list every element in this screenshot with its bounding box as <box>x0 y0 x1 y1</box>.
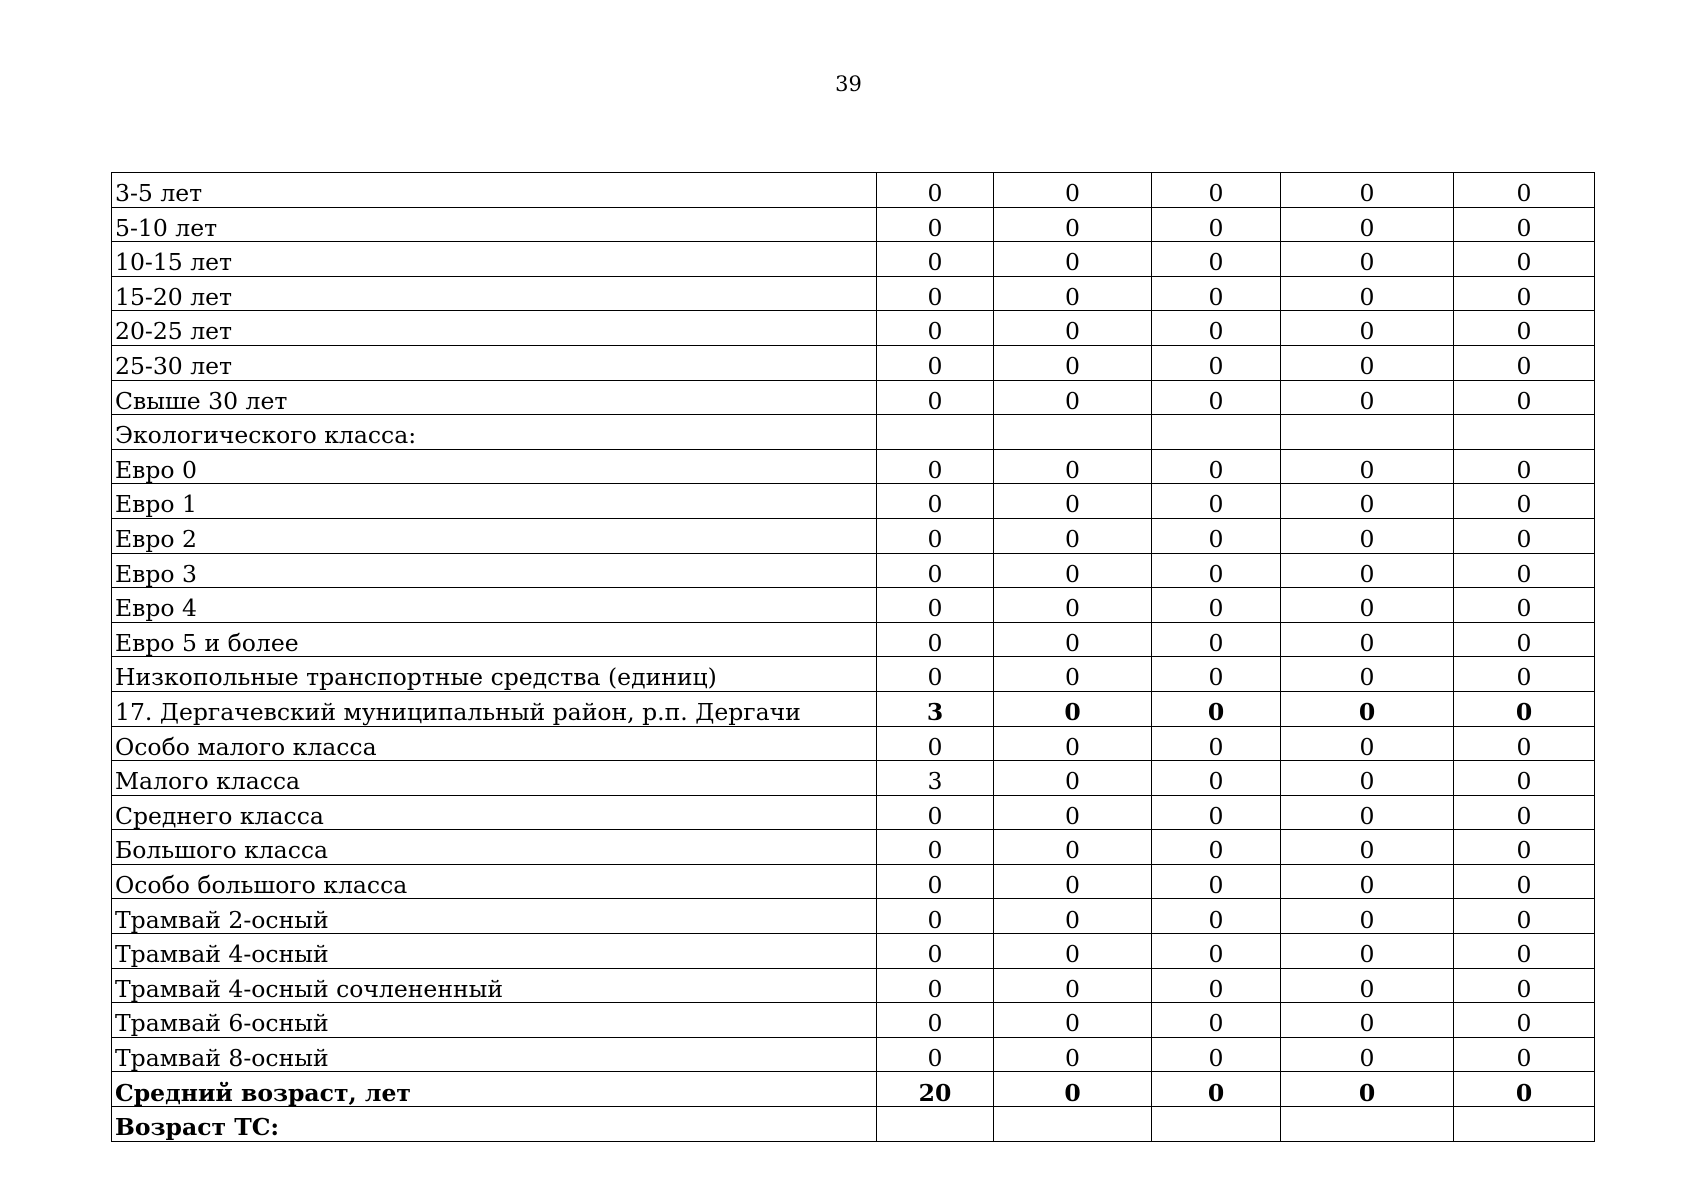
value-cell <box>1454 1107 1595 1142</box>
value-cell: 0 <box>1281 899 1454 934</box>
value-cell: 0 <box>1152 691 1281 726</box>
value-cell: 0 <box>1281 173 1454 208</box>
value-cell: 0 <box>1454 484 1595 519</box>
value-cell: 0 <box>1281 311 1454 346</box>
value-cell: 0 <box>1281 1072 1454 1107</box>
value-cell: 0 <box>994 449 1152 484</box>
table-row <box>112 242 1595 277</box>
value-cell: 0 <box>877 968 994 1003</box>
value-cell: 0 <box>1281 207 1454 242</box>
table-row <box>112 726 1595 761</box>
table-row <box>112 795 1595 830</box>
row-label: Трамвай 4-осный сочлененный <box>112 968 877 1003</box>
value-cell: 0 <box>1454 691 1595 726</box>
table-row <box>112 588 1595 623</box>
value-cell: 0 <box>877 830 994 865</box>
value-cell: 0 <box>994 795 1152 830</box>
value-cell: 0 <box>877 484 994 519</box>
value-cell: 0 <box>1152 380 1281 415</box>
row-label: Трамвай 6-осный <box>112 1003 877 1038</box>
value-cell: 0 <box>994 691 1152 726</box>
value-cell: 0 <box>994 518 1152 553</box>
table-row <box>112 518 1595 553</box>
row-label: Свыше 30 лет <box>112 380 877 415</box>
value-cell: 0 <box>1281 1003 1454 1038</box>
value-cell <box>877 415 994 450</box>
table-row <box>112 1107 1595 1142</box>
row-label: Малого класса <box>112 761 877 796</box>
data-table <box>111 172 1595 1142</box>
value-cell: 0 <box>994 622 1152 657</box>
row-label: Возраст ТС: <box>112 1107 877 1142</box>
value-cell: 0 <box>877 345 994 380</box>
table-row <box>112 311 1595 346</box>
value-cell <box>994 415 1152 450</box>
value-cell: 0 <box>1454 1037 1595 1072</box>
value-cell: 0 <box>1454 276 1595 311</box>
value-cell: 0 <box>1454 761 1595 796</box>
table-row <box>112 1037 1595 1072</box>
value-cell <box>1454 415 1595 450</box>
value-cell: 0 <box>1152 518 1281 553</box>
value-cell: 0 <box>994 726 1152 761</box>
value-cell: 0 <box>1152 1037 1281 1072</box>
value-cell: 0 <box>1152 657 1281 692</box>
row-label: Средний возраст, лет <box>112 1072 877 1107</box>
value-cell: 0 <box>877 899 994 934</box>
value-cell: 0 <box>877 173 994 208</box>
row-label: 20-25 лет <box>112 311 877 346</box>
row-label: 5-10 лет <box>112 207 877 242</box>
table-row <box>112 830 1595 865</box>
table-body <box>112 173 1595 1142</box>
value-cell: 0 <box>1454 207 1595 242</box>
value-cell: 0 <box>1281 657 1454 692</box>
value-cell <box>1152 415 1281 450</box>
value-cell: 0 <box>1152 899 1281 934</box>
row-label: Особо большого класса <box>112 864 877 899</box>
value-cell: 0 <box>1152 242 1281 277</box>
value-cell: 0 <box>994 484 1152 519</box>
row-label: Евро 2 <box>112 518 877 553</box>
value-cell: 0 <box>1152 311 1281 346</box>
table-row <box>112 207 1595 242</box>
row-label: Евро 1 <box>112 484 877 519</box>
value-cell: 0 <box>1152 553 1281 588</box>
value-cell: 0 <box>994 899 1152 934</box>
table-row <box>112 1003 1595 1038</box>
row-label: 10-15 лет <box>112 242 877 277</box>
value-cell: 0 <box>1281 934 1454 969</box>
row-label: Евро 3 <box>112 553 877 588</box>
value-cell: 0 <box>1152 968 1281 1003</box>
value-cell: 0 <box>1281 588 1454 623</box>
value-cell: 0 <box>1454 518 1595 553</box>
value-cell: 0 <box>1281 622 1454 657</box>
value-cell: 0 <box>877 553 994 588</box>
value-cell: 0 <box>1152 173 1281 208</box>
value-cell: 0 <box>877 795 994 830</box>
row-label: Экологического класса: <box>112 415 877 450</box>
value-cell: 0 <box>877 934 994 969</box>
value-cell: 0 <box>1281 761 1454 796</box>
table-row <box>112 449 1595 484</box>
value-cell: 0 <box>994 1003 1152 1038</box>
table-row <box>112 864 1595 899</box>
value-cell: 0 <box>1281 968 1454 1003</box>
value-cell: 0 <box>1281 553 1454 588</box>
value-cell: 0 <box>994 311 1152 346</box>
table-row <box>112 657 1595 692</box>
table-row <box>112 276 1595 311</box>
value-cell: 0 <box>1281 380 1454 415</box>
value-cell: 0 <box>877 311 994 346</box>
value-cell: 0 <box>994 830 1152 865</box>
row-label: Трамвай 4-осный <box>112 934 877 969</box>
value-cell: 0 <box>1281 1037 1454 1072</box>
value-cell: 0 <box>1454 173 1595 208</box>
row-label: Низкопольные транспортные средства (единиц) <box>112 657 877 692</box>
value-cell: 0 <box>877 864 994 899</box>
value-cell: 0 <box>994 380 1152 415</box>
row-label: Особо малого класса <box>112 726 877 761</box>
value-cell: 0 <box>1281 276 1454 311</box>
value-cell: 0 <box>877 449 994 484</box>
value-cell: 0 <box>994 1072 1152 1107</box>
value-cell: 0 <box>1454 934 1595 969</box>
value-cell: 0 <box>1281 484 1454 519</box>
value-cell: 0 <box>1152 449 1281 484</box>
table-row <box>112 173 1595 208</box>
value-cell: 0 <box>994 207 1152 242</box>
value-cell: 0 <box>1454 449 1595 484</box>
value-cell: 0 <box>994 242 1152 277</box>
row-label: Трамвай 8-осный <box>112 1037 877 1072</box>
value-cell: 0 <box>1152 726 1281 761</box>
value-cell: 0 <box>1454 553 1595 588</box>
value-cell: 0 <box>994 864 1152 899</box>
table-row <box>112 899 1595 934</box>
row-label: 15-20 лет <box>112 276 877 311</box>
value-cell: 0 <box>1281 242 1454 277</box>
row-label: 3-5 лет <box>112 173 877 208</box>
value-cell: 0 <box>877 588 994 623</box>
value-cell: 0 <box>1454 899 1595 934</box>
value-cell: 0 <box>994 345 1152 380</box>
row-label: Евро 0 <box>112 449 877 484</box>
value-cell: 0 <box>1152 207 1281 242</box>
value-cell: 0 <box>1152 484 1281 519</box>
value-cell: 0 <box>877 380 994 415</box>
value-cell: 0 <box>1454 380 1595 415</box>
value-cell: 0 <box>1152 345 1281 380</box>
value-cell: 0 <box>1454 968 1595 1003</box>
value-cell: 3 <box>877 761 994 796</box>
row-label: Большого класса <box>112 830 877 865</box>
value-cell: 0 <box>1454 622 1595 657</box>
value-cell <box>1281 1107 1454 1142</box>
value-cell: 0 <box>1152 934 1281 969</box>
value-cell: 0 <box>994 1037 1152 1072</box>
value-cell: 0 <box>1281 726 1454 761</box>
value-cell: 0 <box>994 588 1152 623</box>
value-cell: 0 <box>877 518 994 553</box>
value-cell: 0 <box>1454 1003 1595 1038</box>
value-cell <box>994 1107 1152 1142</box>
value-cell: 0 <box>1454 830 1595 865</box>
value-cell: 0 <box>1454 864 1595 899</box>
value-cell: 0 <box>1454 726 1595 761</box>
row-label: Евро 5 и более <box>112 622 877 657</box>
value-cell: 0 <box>1152 795 1281 830</box>
value-cell: 0 <box>1152 830 1281 865</box>
value-cell: 0 <box>994 968 1152 1003</box>
value-cell: 0 <box>994 657 1152 692</box>
value-cell: 0 <box>877 657 994 692</box>
value-cell: 0 <box>1281 864 1454 899</box>
row-label: Евро 4 <box>112 588 877 623</box>
value-cell: 0 <box>1152 864 1281 899</box>
value-cell: 0 <box>994 553 1152 588</box>
table-row <box>112 415 1595 450</box>
value-cell: 0 <box>994 276 1152 311</box>
table-row <box>112 622 1595 657</box>
value-cell: 3 <box>877 691 994 726</box>
value-cell: 0 <box>1281 830 1454 865</box>
value-cell: 0 <box>1152 1072 1281 1107</box>
row-label: 17. Дергачевский муниципальный район, р.п. Дергачи <box>112 691 877 726</box>
value-cell: 0 <box>877 1003 994 1038</box>
value-cell: 0 <box>1281 518 1454 553</box>
table-row <box>112 934 1595 969</box>
value-cell: 0 <box>994 173 1152 208</box>
page-number: 39 <box>835 72 862 96</box>
value-cell <box>1281 415 1454 450</box>
value-cell: 0 <box>877 622 994 657</box>
table-row <box>112 691 1595 726</box>
value-cell: 0 <box>877 242 994 277</box>
value-cell: 0 <box>1152 588 1281 623</box>
value-cell: 0 <box>1281 795 1454 830</box>
value-cell: 0 <box>994 934 1152 969</box>
value-cell: 0 <box>1281 691 1454 726</box>
value-cell: 0 <box>877 276 994 311</box>
value-cell: 0 <box>1152 1003 1281 1038</box>
value-cell: 0 <box>1152 622 1281 657</box>
value-cell: 0 <box>877 1037 994 1072</box>
value-cell: 0 <box>994 761 1152 796</box>
value-cell <box>877 1107 994 1142</box>
value-cell: 0 <box>1454 657 1595 692</box>
value-cell: 0 <box>1454 795 1595 830</box>
table-row <box>112 484 1595 519</box>
value-cell: 0 <box>1454 1072 1595 1107</box>
table-row <box>112 968 1595 1003</box>
value-cell: 0 <box>877 207 994 242</box>
value-cell: 0 <box>1454 242 1595 277</box>
table-row <box>112 1072 1595 1107</box>
value-cell: 0 <box>1281 345 1454 380</box>
value-cell <box>1152 1107 1281 1142</box>
value-cell: 0 <box>1152 761 1281 796</box>
table-row <box>112 345 1595 380</box>
value-cell: 0 <box>1454 588 1595 623</box>
row-label: Среднего класса <box>112 795 877 830</box>
value-cell: 0 <box>1454 311 1595 346</box>
table-row <box>112 380 1595 415</box>
row-label: Трамвай 2-осный <box>112 899 877 934</box>
table-row <box>112 553 1595 588</box>
value-cell: 0 <box>1152 276 1281 311</box>
table-row <box>112 761 1595 796</box>
value-cell: 0 <box>1281 449 1454 484</box>
value-cell: 20 <box>877 1072 994 1107</box>
value-cell: 0 <box>877 726 994 761</box>
row-label: 25-30 лет <box>112 345 877 380</box>
value-cell: 0 <box>1454 345 1595 380</box>
